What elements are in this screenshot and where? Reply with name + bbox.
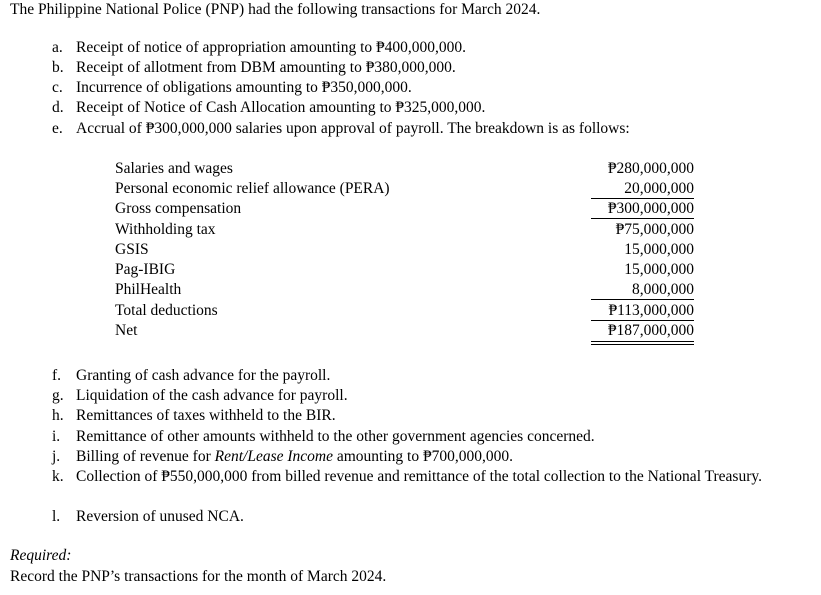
breakdown-amount: ₱113,000,000 bbox=[608, 302, 694, 319]
item-text: Remittance of other amounts withheld to the other government agencies concerned. bbox=[76, 428, 595, 445]
breakdown-amount: ₱187,000,000 bbox=[607, 322, 694, 339]
breakdown-label: Pag-IBIG bbox=[115, 261, 176, 278]
breakdown-amount: 8,000,000 bbox=[632, 281, 694, 298]
breakdown-label: Total deductions bbox=[115, 302, 218, 319]
transaction-item-e bbox=[52, 119, 630, 139]
item-text: Granting of cash advance for the payroll. bbox=[76, 367, 331, 384]
item-label: e. bbox=[52, 120, 63, 137]
item-label: b. bbox=[52, 59, 64, 76]
breakdown-amount: ₱280,000,000 bbox=[607, 160, 694, 177]
transaction-item-j bbox=[52, 447, 513, 467]
item-label: j. bbox=[52, 448, 61, 465]
item-text-after: amounting to ₱700,000,000. bbox=[332, 448, 513, 465]
item-label: k. bbox=[52, 468, 64, 485]
item-label: l. bbox=[52, 508, 61, 525]
rule-after-total-deductions bbox=[591, 320, 694, 321]
rule-after-philhealth bbox=[591, 299, 694, 300]
item-text: Receipt of Notice of Cash Allocation amounting to ₱325,000,000. bbox=[76, 99, 486, 116]
item-label: g. bbox=[52, 387, 64, 404]
breakdown-amount: 15,000,000 bbox=[624, 241, 694, 258]
item-text: Liquidation of the cash advance for payroll. bbox=[76, 387, 348, 404]
transaction-item-i bbox=[52, 427, 595, 447]
required-heading: Required: bbox=[10, 547, 72, 564]
transaction-item-f bbox=[52, 366, 330, 386]
item-text-italic: Rent/Lease Income bbox=[214, 448, 333, 465]
transaction-item-d bbox=[52, 98, 485, 118]
item-label: d. bbox=[52, 99, 64, 116]
breakdown-amount: 20,000,000 bbox=[624, 180, 694, 197]
breakdown-amount: ₱75,000,000 bbox=[615, 221, 694, 238]
transaction-item-h bbox=[52, 406, 336, 426]
breakdown-label: PhilHealth bbox=[115, 281, 182, 298]
item-text: Receipt of allotment from DBM amounting to ₱380,000,000. bbox=[76, 59, 456, 76]
breakdown-label: Net bbox=[115, 322, 138, 339]
double-rule-net-bottom bbox=[591, 344, 694, 345]
item-text: Remittances of taxes withheld to the BIR. bbox=[76, 407, 336, 424]
breakdown-label: Gross compensation bbox=[115, 200, 242, 217]
item-label: a. bbox=[52, 39, 63, 56]
transaction-item-g bbox=[52, 386, 348, 406]
rule-after-gross bbox=[591, 218, 694, 219]
item-text: Accrual of ₱300,000,000 salaries upon approval of payroll. The breakdown is as follows: bbox=[76, 120, 630, 137]
breakdown-label: Personal economic relief allowance (PERA) bbox=[115, 180, 390, 197]
transaction-item-c bbox=[52, 78, 412, 98]
breakdown-label: Withholding tax bbox=[115, 221, 216, 238]
breakdown-amount: 15,000,000 bbox=[624, 261, 694, 278]
item-label: f. bbox=[52, 367, 62, 384]
problem-intro: The Philippine National Police (PNP) had the following transactions for March 2024. bbox=[10, 1, 541, 18]
item-text: Receipt of notice of appropriation amounting to ₱400,000,000. bbox=[76, 39, 467, 56]
item-label: c. bbox=[52, 79, 63, 96]
transaction-item-b bbox=[52, 58, 456, 78]
item-text: Reversion of unused NCA. bbox=[76, 508, 244, 525]
item-label: i. bbox=[52, 428, 61, 445]
rule-after-pera bbox=[591, 198, 694, 199]
item-text: Incurrence of obligations amounting to ₱350,000,000. bbox=[76, 79, 412, 96]
item-text-before: Billing of revenue for bbox=[76, 448, 215, 465]
breakdown-amount: ₱300,000,000 bbox=[607, 200, 694, 217]
transaction-item-a bbox=[52, 38, 466, 58]
double-rule-net-top bbox=[591, 341, 694, 342]
breakdown-label: GSIS bbox=[115, 241, 149, 258]
item-text: Collection of ₱550,000,000 from billed revenue and remittance of the total collection to the National Treasury. bbox=[76, 468, 762, 485]
transaction-item-l bbox=[52, 507, 244, 527]
required-text: Record the PNP’s transactions for the month of March 2024. bbox=[10, 568, 387, 585]
breakdown-label: Salaries and wages bbox=[115, 160, 233, 177]
item-label: h. bbox=[52, 407, 64, 424]
transaction-item-k bbox=[52, 467, 794, 487]
